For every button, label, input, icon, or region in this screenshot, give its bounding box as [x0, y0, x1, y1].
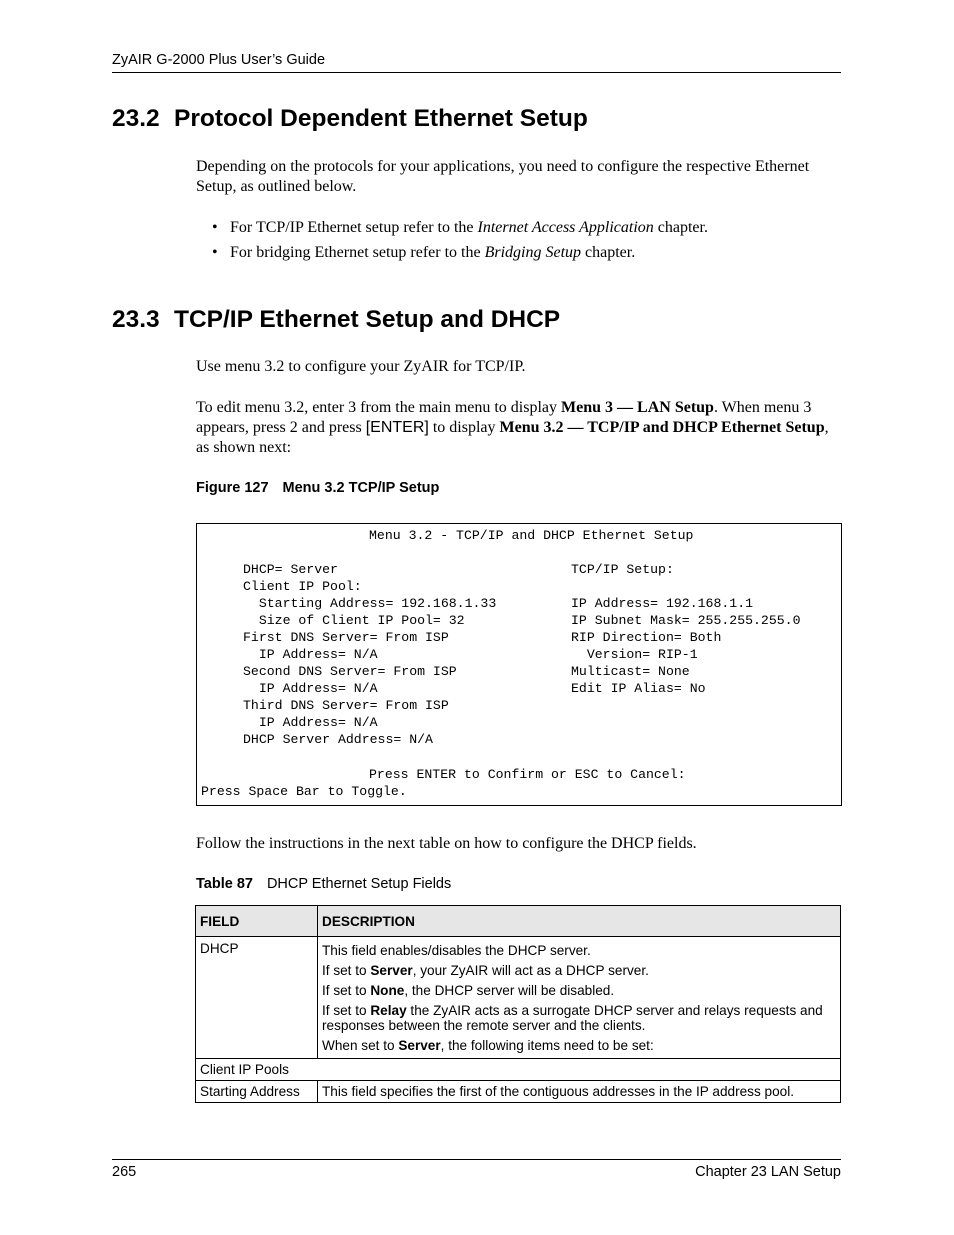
screen-line: Version= RIP-1 — [571, 647, 698, 662]
section-intro: Depending on the protocols for your applications, you need to configure the respective Ethernet Setup, as outlined below. — [196, 158, 810, 195]
screen-line: First DNS Server= From ISP — [243, 630, 449, 645]
table-label: Table 87 — [196, 876, 253, 892]
paragraph-edit-menu: To edit menu 3.2, enter 3 from the main menu to display Menu 3 — LAN Setup. When menu 3 appears, press 2 and press [ENTER] to display Menu 3.2 — TCP/IP and DHCP Ethernet Setup, as shown next: — [196, 399, 829, 456]
screen-line: RIP Direction= Both — [571, 630, 722, 645]
screen-line: Multicast= None — [571, 664, 690, 679]
screen-line: IP Address= N/A — [243, 647, 378, 662]
screen-line: TCP/IP Setup: — [571, 562, 674, 577]
field-name: DHCP — [196, 937, 318, 1059]
figure-caption — [196, 480, 439, 496]
screen-line: IP Address= 192.168.1.1 — [571, 596, 754, 611]
screen-line: Starting Address= 192.168.1.33 — [243, 596, 497, 611]
field-description: This field specifies the first of the contiguous addresses in the IP address pool. — [318, 1081, 841, 1103]
table-header-row — [196, 906, 841, 937]
screen-line: Client IP Pool: — [243, 579, 362, 594]
field-name: Starting Address — [196, 1081, 318, 1103]
section-title: Protocol Dependent Ethernet Setup — [174, 105, 588, 132]
figure-label: Figure 127 — [196, 480, 269, 496]
page-number: 265 — [112, 1164, 137, 1180]
enter-key: [ENTER] — [365, 419, 429, 436]
section-number: 23.3 — [112, 306, 160, 333]
section-title: TCP/IP Ethernet Setup and DHCP — [174, 306, 561, 333]
screen-line: Second DNS Server= From ISP — [243, 664, 457, 679]
page-footer — [112, 1159, 841, 1184]
page-header — [112, 52, 841, 73]
chapter-reference: Internet Access Application — [477, 219, 654, 236]
screen-line: DHCP Server Address= N/A — [243, 732, 433, 747]
group-row-label: Client IP Pools — [196, 1059, 841, 1081]
table-title: DHCP Ethernet Setup Fields — [266, 876, 452, 892]
chapter-reference: Bridging Setup — [484, 244, 582, 261]
table-caption — [196, 876, 451, 892]
paragraph-follow: Follow the instructions in the next table on how to configure the DHCP fields. — [196, 835, 697, 852]
screen-line: Size of Client IP Pool= 32 — [243, 613, 465, 628]
section-heading-23-3 — [112, 306, 560, 334]
screen-line: DHCP= Server — [243, 562, 338, 577]
column-header: DESCRIPTION — [318, 906, 841, 937]
screen-title: Menu 3.2 - TCP/IP and DHCP Ethernet Setup — [369, 528, 694, 543]
field-description: This field enables/disables the DHCP server. If set to Server, your ZyAIR will act as a DHCP server. If set to None, the DHCP server will be disabled. If set to Relay the ZyAIR acts as a surrogate DHCP server and relays requests and responses between the remote server and the clients. When set to Server, the following items need to be set: — [318, 937, 841, 1059]
bullet-item: • For TCP/IP Ethernet setup refer to the Internet Access Application chapter. — [212, 219, 708, 236]
guide-title: ZyAIR G-2000 Plus User’s Guide — [112, 52, 326, 68]
figure-title: Menu 3.2 TCP/IP Setup — [282, 480, 440, 496]
paragraph: Use menu 3.2 to configure your ZyAIR for TCP/IP. — [196, 358, 526, 375]
screen-toggle-hint: Press Space Bar to Toggle. — [201, 784, 407, 799]
screen-line: Third DNS Server= From ISP — [243, 698, 449, 713]
bullet-item: • For bridging Ethernet setup refer to the Bridging Setup chapter. — [212, 244, 636, 261]
chapter-name: Chapter 23 LAN Setup — [695, 1164, 841, 1180]
table-row — [196, 1081, 841, 1103]
screen-prompt: Press ENTER to Confirm or ESC to Cancel: — [369, 767, 686, 782]
menu-screen — [196, 523, 842, 806]
section-number: 23.2 — [112, 105, 160, 132]
bullet-icon: • — [212, 219, 218, 236]
section-heading-23-2 — [112, 105, 588, 133]
table-row — [196, 937, 841, 1059]
screen-line: Edit IP Alias= No — [571, 681, 706, 696]
column-header: FIELD — [196, 906, 318, 937]
dhcp-fields-table — [195, 905, 841, 1103]
table-row — [196, 1059, 841, 1081]
screen-line: IP Subnet Mask= 255.255.255.0 — [571, 613, 801, 628]
bullet-icon: • — [212, 244, 218, 261]
screen-line: IP Address= N/A — [243, 715, 378, 730]
screen-line: IP Address= N/A — [243, 681, 378, 696]
